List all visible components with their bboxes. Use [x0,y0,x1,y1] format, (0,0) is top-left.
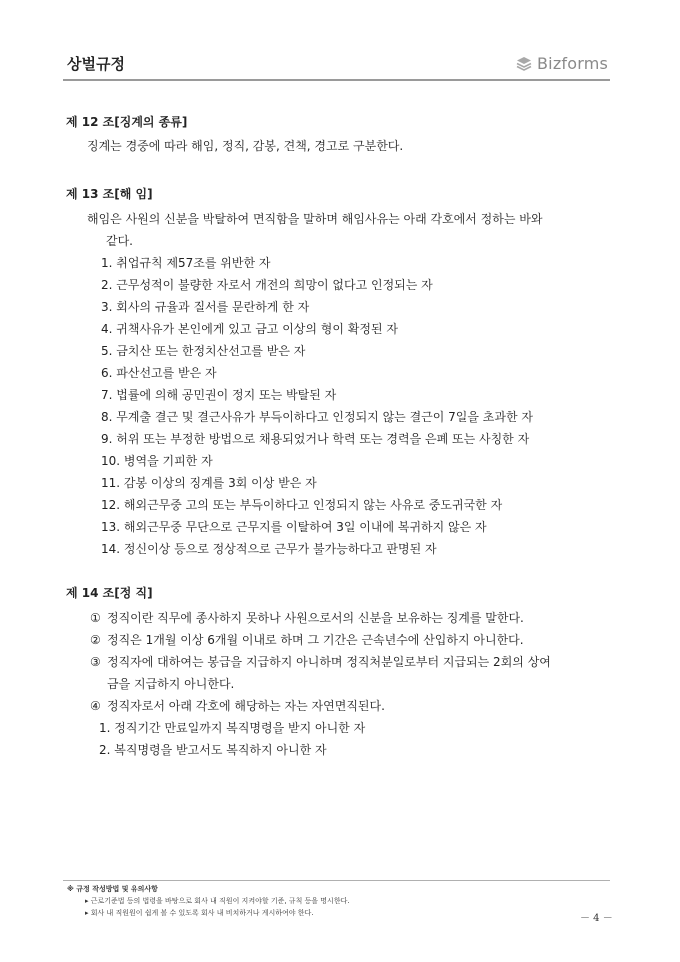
list-item: 1. 취업규칙 제57조를 위반한 자 [101,256,271,270]
article-13-list [66,252,614,560]
clause-3-continuation: 금을 지급하지 아니한다. [107,677,235,691]
list-item: 8. 무계출 결근 및 결근사유가 부득이하다고 인정되지 않는 결근이 7일을 초과한 자 [101,410,533,424]
clause-3 [66,651,614,673]
footer-note: ▸ 회사 내 직원원이 쉽게 볼 수 있도록 회사 내 비치하거나 게시하여야 한다. [85,909,314,917]
clause-2-text: 정직은 1개월 이상 6개월 이내로 하며 그 기간은 근속년수에 산입하지 아니한다. [107,633,524,647]
article-13-title: 제 13 조[해 임] [66,187,153,201]
list-item: 2. 근무성적이 불량한 자로서 개전의 희망이 없다고 인정되는 자 [101,278,433,292]
bizforms-logo[interactable] [515,54,608,73]
clause-4 [66,695,614,717]
article-12-title: 제 12 조[징계의 종류] [66,115,188,129]
list-item: 1. 정직기간 만료일까지 복직명령을 받지 아니한 자 [99,721,366,735]
list-item: 2. 복직명령을 받고서도 복직하지 아니한 자 [99,743,327,757]
header-title: 상벌규정 [67,55,125,73]
footer-note: ▸ 근로기준법 등의 법령을 바탕으로 회사 내 직원이 지켜야할 기준, 규칙 등을 명시한다. [85,897,350,905]
list-item: 14. 정신이상 등으로 정상적으로 근무가 불가능하다고 판명된 자 [101,542,437,556]
list-item: 12. 해외근무중 고의 또는 부득이하다고 인정되지 않는 사유로 중도귀국한 자 [101,498,503,512]
clause-3-mark: ③ [90,655,101,669]
list-item: 10. 병역을 기피한 자 [101,454,213,468]
clause-4-list [66,717,614,761]
logo-text: Bizforms [537,54,609,73]
clause-1-mark: ① [90,611,101,625]
list-item: 11. 감봉 이상의 징계를 3회 이상 받은 자 [101,476,317,490]
clause-4-mark: ④ [90,699,101,713]
page-number: － 4 － [580,913,613,924]
list-item: 6. 파산선고를 받은 자 [101,366,217,380]
clause-2-mark: ② [90,633,101,647]
clause-4-text: 정직자로서 아래 각호에 해당하는 자는 자연면직된다. [107,699,385,713]
footer-title: ※ 규정 작성방법 및 유의사항 [67,885,158,893]
clause-1-text: 정직이란 직무에 종사하지 못하나 사원으로서의 신분을 보유하는 징계를 말한다. [107,611,524,625]
list-item: 9. 허위 또는 부정한 방법으로 채용되었거나 학력 또는 경력을 은폐 또는 사칭한 자 [101,432,530,446]
clause-1 [66,607,614,629]
article-12-body: 징계는 경중에 따라 해임, 정직, 감봉, 견책, 경고로 구분한다. [87,139,404,153]
document-body [66,112,614,761]
layers-icon [515,55,533,73]
footer-divider [63,880,610,881]
clause-3-text: 정직자에 대하여는 봉급을 지급하지 아니하며 정직처분일로부터 지급되는 2회의 상여 [107,655,551,669]
footer-notes [67,883,350,919]
list-item: 5. 금치산 또는 한정치산선고를 받은 자 [101,344,306,358]
article-13-body-line2: 같다. [106,234,133,248]
article-14-title: 제 14 조[정 직] [66,586,153,600]
clause-2 [66,629,614,651]
list-item: 13. 해외근무중 무단으로 근무지를 이탈하여 3일 이내에 복귀하지 않은 자 [101,520,487,534]
article-13-body-line1: 해임은 사원의 신분을 박탈하여 면직함을 말하며 해임사유는 아래 각호에서 정하는 바와 [87,212,543,226]
header-divider [63,79,610,81]
list-item: 3. 회사의 규율과 질서를 문란하게 한 자 [101,300,310,314]
list-item: 7. 법률에 의해 공민권이 정지 또는 박탈된 자 [101,388,337,402]
list-item: 4. 귀책사유가 본인에게 있고 금고 이상의 형이 확정된 자 [101,322,398,336]
